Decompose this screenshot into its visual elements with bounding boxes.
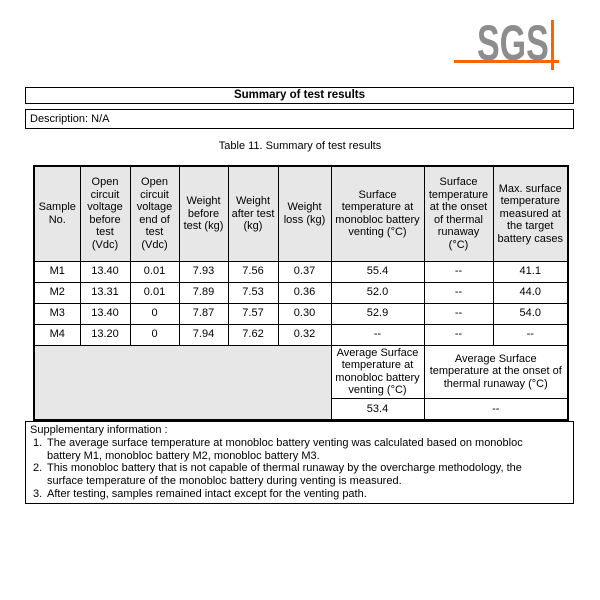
avg-runaway-label-cell: Average Surface temperature at the onset of thermal runaway (°C) — [424, 345, 568, 398]
table-cell: -- — [424, 303, 493, 324]
average-header-row — [34, 345, 568, 398]
table-cell: -- — [424, 261, 493, 282]
supplementary-item-text: After testing, samples remained intact except for the venting path. — [47, 487, 367, 500]
table-cell: 7.56 — [228, 261, 278, 282]
table-cell: 55.4 — [331, 261, 424, 282]
table-cell: 13.40 — [80, 261, 130, 282]
table-cell: 7.53 — [228, 282, 278, 303]
avg-venting-label-cell: Average Surface temperature at monobloc battery venting (°C) — [331, 345, 424, 398]
summary-title: Summary of test results — [233, 89, 365, 101]
summary-title-bar — [25, 87, 574, 104]
results-table — [33, 165, 569, 421]
table-cell: 0.36 — [278, 282, 331, 303]
col-header-weight-before: Weight before test (kg) — [179, 166, 228, 261]
col-header-max-temp: Max. surface temperature measured at the target battery cases — [493, 166, 568, 261]
col-header-weight-loss: Weight loss (kg) — [278, 166, 331, 261]
table-row — [34, 303, 568, 324]
supplementary-item — [30, 488, 547, 501]
supplementary-item-number: 2. — [33, 462, 43, 475]
table-cell: 0.37 — [278, 261, 331, 282]
avg-venting-value-cell: 53.4 — [331, 398, 424, 420]
table-row — [34, 324, 568, 345]
supplementary-item-text: This monobloc battery that is not capable of thermal runaway by the overcharge methodology, the surface temperature of the monobloc battery during venting is measured. — [47, 462, 522, 488]
col-header-ocv-before: Open circuit voltage before test (Vdc) — [80, 166, 130, 261]
description-text: Description: N/A — [30, 113, 110, 125]
sgs-logo-text: SGS — [477, 15, 549, 72]
table-cell: 0.30 — [278, 303, 331, 324]
table-cell: 0.01 — [130, 282, 179, 303]
table-cell: 0 — [130, 324, 179, 345]
table-cell: M1 — [34, 261, 80, 282]
col-header-weight-after: Weight after test (kg) — [228, 166, 278, 261]
table-cell: -- — [493, 324, 568, 345]
table-cell: -- — [331, 324, 424, 345]
table-cell: 7.94 — [179, 324, 228, 345]
table-cell: 0.01 — [130, 261, 179, 282]
header-row — [34, 166, 568, 261]
table-cell: 13.40 — [80, 303, 130, 324]
col-header-venting-temp: Surface temperature at monobloc battery venting (°C) — [331, 166, 424, 261]
table-cell: 13.31 — [80, 282, 130, 303]
table-cell: 7.57 — [228, 303, 278, 324]
table-cell: 7.87 — [179, 303, 228, 324]
avg-runaway-value-cell: -- — [424, 398, 568, 420]
table-cell: 41.1 — [493, 261, 568, 282]
sgs-logo-icon — [452, 13, 574, 83]
table-cell: M4 — [34, 324, 80, 345]
supplementary-item-number: 1. — [33, 436, 43, 449]
table-cell: M2 — [34, 282, 80, 303]
supplementary-item-text: The average surface temperature at monobloc battery venting was calculated based on monobloc battery M1, monobloc battery M2, monobloc battery M3. — [47, 436, 523, 462]
table-cell: 0 — [130, 303, 179, 324]
logo-vertical-rule — [551, 20, 554, 70]
table-cell: 52.9 — [331, 303, 424, 324]
col-header-runaway-temp: Surface temperature at the onset of thermal runaway (°C) — [424, 166, 493, 261]
table-cell: 7.62 — [228, 324, 278, 345]
table-cell: 0.32 — [278, 324, 331, 345]
table-caption: Table 11. Summary of test results — [218, 140, 382, 152]
table-cell: 54.0 — [493, 303, 568, 324]
table-cell: 13.20 — [80, 324, 130, 345]
supplementary-item-number: 3. — [33, 487, 43, 500]
table-cell: 7.93 — [179, 261, 228, 282]
sgs-logo — [452, 13, 574, 83]
supplementary-box — [25, 421, 574, 504]
table-cell: -- — [424, 282, 493, 303]
table-row — [34, 261, 568, 282]
table-cell: M3 — [34, 303, 80, 324]
table-cell: 7.89 — [179, 282, 228, 303]
table-cell: -- — [424, 324, 493, 345]
supplementary-item — [30, 462, 547, 488]
table-cell: 44.0 — [493, 282, 568, 303]
supplementary-item — [30, 437, 547, 463]
description-bar — [25, 109, 574, 129]
table-row — [34, 282, 568, 303]
supplementary-title: Supplementary information : — [30, 424, 168, 436]
col-header-sample: Sample No. — [34, 166, 80, 261]
table-cell: 52.0 — [331, 282, 424, 303]
col-header-ocv-end: Open circuit voltage end of test (Vdc) — [130, 166, 179, 261]
empty-spacer-cell — [34, 345, 331, 420]
